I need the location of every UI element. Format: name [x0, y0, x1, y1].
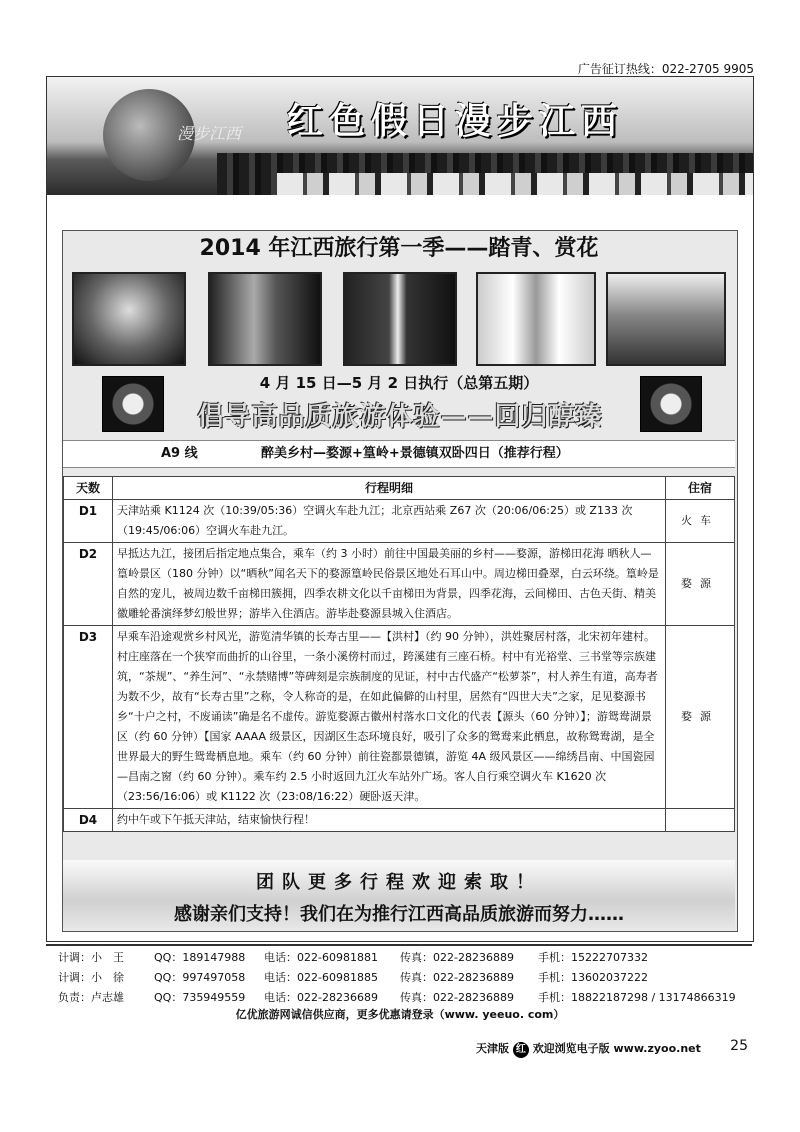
itinerary-table [63, 476, 735, 832]
slogan: 倡导高品质旅游体验——回归醇臻 [197, 402, 603, 432]
stay-cell: 火车 [666, 500, 735, 543]
contact-qq: QQ：189147988 [154, 951, 246, 964]
table-row [64, 626, 735, 809]
detail-cell: 早乘车沿途观赏乡村风光，游览清华镇的长寿古里——【洪村】（约 90 分钟），洪姓聚居村落，北宋初年建村。村庄座落在一个狭窄而曲折的山谷里，一条小溪傍村而过，跨溪建有三座石桥。村中有光裕堂、三书堂等宗族建筑，“茶规”、“养生河”、“永禁赌博”等碑刻是宗族制度的见证，村中古代盛产“松萝茶”，村人养生有道，高寿者为数不少，故有“长寿古里”之称，令人称奇的是，在如此偏僻的山村里，居然有“四世大夫”之家，足见婺源书乡“十户之村，不废诵读”确是名不虚传。游览婺源古徽州村落水口文化的代表【源头（60 分钟）】；游鸳鸯湖景区（约 60 分钟）【国家 AAAA 级景区，因湖区生态环境良好，吸引了众多的鸳鸯来此栖息，故称鸳鸯湖，是全世界最大的野生鸳鸯栖息地。乘车（约 60 分钟）前往瓷都景德镇，游览 4A 级风景区——绵绣昌南、中国瓷园—昌南之窗（约 60 分钟）。乘车约 2.5 小时返回九江火车站外广场。客人自行乘空调火车 K1620 次（23:56/16:06）或 K1122 次（23:08/16:22）硬卧返天津。 [113, 626, 666, 809]
detail-cell: 天津站乘 K1124 次（10:39/05:36）空调火车赴九江；北京西站乘 Z67 次（20:06/06:25）或 Z133 次（19:45/06:06）空调火车赴九江。 [113, 500, 666, 543]
table-row [64, 543, 735, 626]
contact-role: 计调：小 徐 [58, 971, 124, 984]
contact-tel: 电话：022-28236689 [264, 991, 378, 1004]
contact-row [58, 948, 736, 968]
promo-box [63, 860, 735, 928]
stay-cell: 婺源 [666, 626, 735, 809]
route-header [63, 440, 735, 468]
detail-cell: 早抵达九江，接团后指定地点集合，乘车（约 3 小时）前往中国最美丽的乡村——婺源，游梯田花海 晒秋人—篁岭景区（180 分钟）以“晒秋”闻名天下的婺源篁岭民俗景区地处石耳山中。周边梯田叠翠，白云环绕。篁岭是自然的宠儿，被周边数千亩梯田簇拥，四季农耕文化以千亩梯田为背景，四季花海，云间梯田、古色天街、精美徽雕轮番演绎梦幻般世界；游毕入住酒店。游毕赴婺源县城入住酒店。 [113, 543, 666, 626]
footer-text: 欢迎浏览电子版 www.zyoo.net [532, 1042, 701, 1055]
contact-fax: 传真：022-28236889 [400, 951, 514, 964]
footer [476, 1040, 701, 1058]
period: 4 月 15 日—5 月 2 日执行（总第五期） [259, 374, 539, 392]
contacts [58, 948, 736, 1008]
stay-cell [666, 809, 735, 832]
edition-label: 天津版 [476, 1042, 509, 1055]
contact-row [58, 968, 736, 988]
banner-village [277, 173, 753, 195]
contact-tel: 电话：022-60981881 [264, 951, 378, 964]
day-cell: D3 [64, 626, 113, 809]
detail-cell: 约中午或下午抵天津站，结束愉快行程！ [113, 809, 666, 832]
supplier-notice: 亿优旅游网诚信供应商，更多优惠请登录（www. yeeuo. com） [235, 1008, 565, 1021]
logo-text: 漫步江西 [177, 124, 242, 143]
flower-icon [640, 376, 702, 432]
contact-mobile: 手机：18822187298 / 13174866319 [538, 991, 736, 1004]
route-name: 醉美乡村—婺源+篁岭+景德镇双卧四日（推荐行程） [261, 446, 569, 461]
photo-porcelain-vases [476, 272, 596, 366]
divider [46, 944, 752, 946]
contact-qq: QQ：735949559 [154, 991, 246, 1004]
table-row [64, 809, 735, 832]
col-stay: 住宿 [666, 477, 735, 500]
contact-role: 计调：小 王 [58, 951, 124, 964]
photo-terraces [72, 272, 186, 366]
ad-hotline: 广告征订热线：022-2705 9905 [577, 62, 754, 76]
photo-village-street [208, 272, 322, 366]
contact-qq: QQ：997497058 [154, 971, 246, 984]
contact-tel: 电话：022-60981885 [264, 971, 378, 984]
day-cell: D4 [64, 809, 113, 832]
contact-fax: 传真：022-28236889 [400, 971, 514, 984]
banner-title: 红色假日漫步江西 [287, 100, 624, 142]
flower-icon [102, 376, 164, 432]
col-detail: 行程明细 [113, 477, 666, 500]
banner [47, 77, 753, 195]
table-row [64, 500, 735, 543]
page-number: 25 [730, 1038, 748, 1054]
promo-line-1: 团队更多行程欢迎索取！ [256, 872, 542, 893]
promo-line-2: 感谢亲们支持！我们在为推行江西高品质旅游而努力…… [174, 904, 624, 925]
photo-river-landscape [606, 272, 726, 366]
contact-mobile: 手机：15222707332 [538, 951, 648, 964]
route-code: A9 线 [161, 446, 198, 461]
contact-fax: 传真：022-28236889 [400, 991, 514, 1004]
col-day: 天数 [64, 477, 113, 500]
contact-role: 负责：卢志雄 [58, 991, 124, 1004]
photo-waterfall [343, 272, 457, 366]
ad-heading: 2014 年江西旅行第一季——踏青、赏花 [199, 236, 599, 261]
contact-row [58, 988, 736, 1008]
red-badge-icon: 红 [513, 1042, 529, 1058]
day-cell: D2 [64, 543, 113, 626]
contact-mobile: 手机：13602037222 [538, 971, 648, 984]
day-cell: D1 [64, 500, 113, 543]
stay-cell: 婺源 [666, 543, 735, 626]
table-header-row [64, 477, 735, 500]
